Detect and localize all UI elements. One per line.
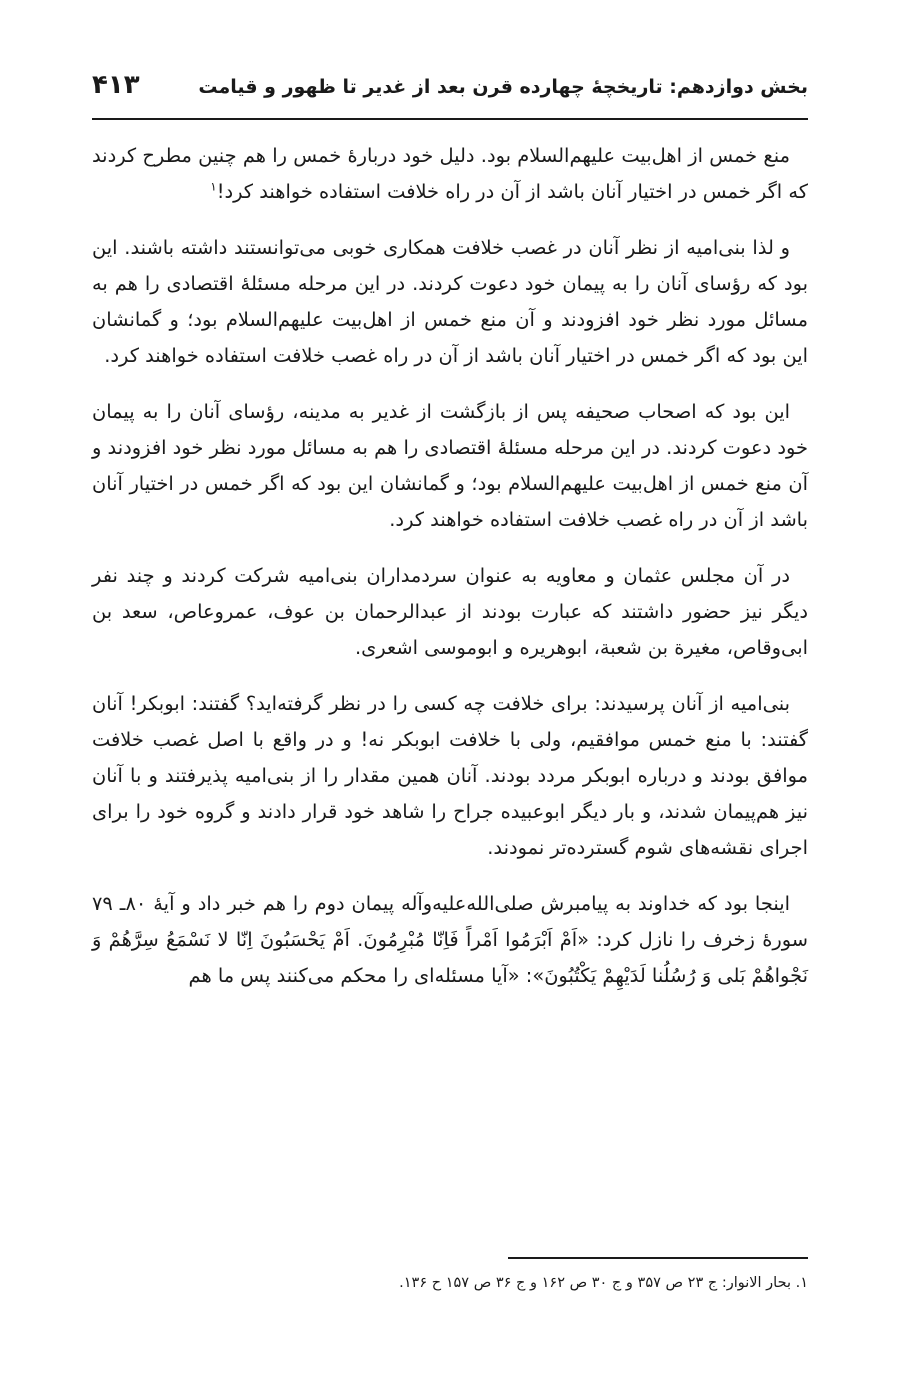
paragraph: این بود که اصحاب صحیفه پس از بازگشت از غدیر به مدینه، رؤسای آنان را به پیمان خود دعوت کردند. در این مرحله مسئلهٔ اقتصادی را هم به مسائل مورد نظر خود افزودند و آن منع خمس از اهل‌بیت علیهم‌السلام بود؛ و گمانشان این بود که اگر خمس در اختیار آنان باشد از آن در راه غصب خلافت استفاده خواهند کرد. xyxy=(92,400,808,531)
page-number: ۴۱۳ xyxy=(92,70,140,100)
footnote-rule xyxy=(508,1257,808,1259)
paragraph-text: منع خمس از اهل‌بیت علیهم‌السلام بود. دلیل خود دربارهٔ خمس را هم چنین مطرح کردند که اگر خمس در اختیار آنان باشد از آن در راه خلافت استفاده خواهند کرد! xyxy=(92,144,808,203)
paragraph xyxy=(92,138,808,210)
paragraph: اینجا بود که خداوند به پیامبرش صلی‌الله‌علیه‌وآله پیمان دوم را هم خبر داد و آیهٔ ۸۰ـ ۷۹ سورهٔ زخرف را نازل کرد: «اَمْ اَبْرَمُوا اَمْراً فَاِنّا مُبْرِمُونَ. اَمْ یَحْسَبُونَ اِنّا لا نَسْمَعُ سِرَّهُمْ وَ نَجْواهُمْ بَلی وَ رُسُلُنا لَدَیْهِمْ یَکْتُبُونَ»: «آیا مسئله‌ای را محکم می‌کنند پس ما هم xyxy=(92,892,808,987)
header-rule xyxy=(92,118,808,120)
paragraph: بنی‌امیه از آنان پرسیدند: برای خلافت چه کسی را در نظر گرفته‌اید؟ گفتند: ابوبکر! آنان گفتند: با منع خمس موافقیم، ولی با خلافت ابوبکر نه! و در واقع با اصل غصب خلافت موافق بودند و درباره ابوبکر مردد بودند. آنان همین مقدار را از بنی‌امیه پذیرفتند و با آنان نیز هم‌پیمان شدند، و بار دیگر ابوعبیده جراح را شاهد خود قرار دادند و گروه خود را برای اجرای نقشه‌های شوم گسترده‌تر نمودند. xyxy=(92,692,808,859)
footnote-reference: ۱ xyxy=(210,179,217,194)
paragraph: در آن مجلس عثمان و معاویه به عنوان سردمداران بنی‌امیه شرکت کردند و چند نفر دیگر نیز حضور داشتند که عبارت بودند از عبدالرحمان بن عوف، عمروعاص، سعد بن ابی‌وقاص، مغیرة بن شعبة، ابوهریره و ابوموسی اشعری. xyxy=(92,564,808,659)
running-header xyxy=(92,62,808,112)
body-text xyxy=(92,138,808,1014)
footnote: ۱. بحار الانوار: ج ۲۳ ص ۳۵۷ و ج ۳۰ ص ۱۶۲ و ج ۳۶ ص ۱۵۷ ح ۱۳۶. xyxy=(399,1275,808,1291)
paragraph: و لذا بنی‌امیه از نظر آنان در غصب خلافت همکاری خوبی می‌توانستند داشته باشند. این بود که رؤسای آنان را به پیمان خود دعوت کردند. در این مرحله مسئلهٔ اقتصادی را هم به مسائل مورد نظر خود افزودند و آن منع خمس از اهل‌بیت علیهم‌السلام بود؛ و گمانشان این بود که اگر خمس در اختیار آنان باشد از آن در راه غصب خلافت استفاده خواهند کرد. xyxy=(92,236,808,367)
chapter-title: بخش دوازدهم: تاریخچهٔ چهارده قرن بعد از غدیر تا ظهور و قیامت xyxy=(198,76,808,98)
